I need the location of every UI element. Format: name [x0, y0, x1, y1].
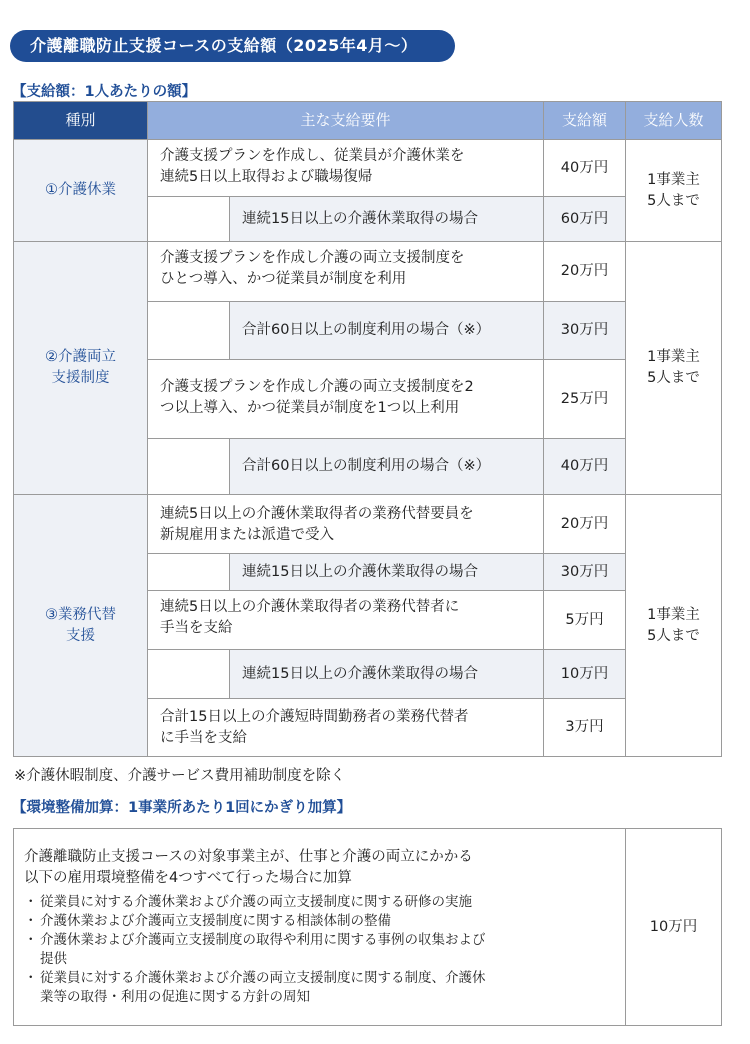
indent-spacer — [147, 196, 230, 242]
requirement-sub-cell: 合計60日以上の制度利用の場合（※） — [229, 301, 544, 360]
environment-bonus-table — [13, 828, 722, 1026]
amount-cell: 20万円 — [543, 241, 626, 302]
list-item: ・ 介護休業および介護両立支援制度の取得や利用に関する事例の収集および 提供 — [24, 931, 615, 969]
amount-cell: 20万円 — [543, 494, 626, 554]
requirement-cell: 合計15日以上の介護短時間勤務者の業務代替者 に手当を支給 — [147, 698, 544, 757]
requirement-cell: 連続5日以上の介護休業取得者の業務代替者に 手当を支給 — [147, 590, 544, 650]
requirement-cell: 介護支援プランを作成し介護の両立支援制度を2 つ以上導入、かつ従業員が制度を1つ以上利用 — [147, 359, 544, 439]
type-cell-care-support: ②介護両立 支援制度 — [13, 241, 148, 495]
requirement-cell: 連続5日以上の介護休業取得者の業務代替要員を 新規雇用または派遣で受入 — [147, 494, 544, 554]
header-type: 種別 — [13, 101, 148, 140]
environment-description: 介護離職防止支援コースの対象事業主が、仕事と介護の両立にかかる 以下の雇用環境整備を4つすべて行った場合に加算 — [24, 849, 473, 886]
list-item: ・ 従業員に対する介護休業および介護の両立支援制度に関する研修の実施 — [24, 893, 615, 912]
header-count: 支給人数 — [625, 101, 722, 140]
environment-amount-cell: 10万円 — [625, 828, 722, 1026]
requirement-cell: 介護支援プランを作成し介護の両立支援制度を ひとつ導入、かつ従業員が制度を利用 — [147, 241, 544, 302]
footnote: ※介護休暇制度、介護サービス費用補助制度を除く — [14, 768, 346, 784]
count-cell: 1事業主 5人まで — [625, 494, 722, 757]
type-cell-substitute-support: ③業務代替 支援 — [13, 494, 148, 757]
header-requirement: 主な支給要件 — [147, 101, 544, 140]
type-cell-care-leave: ①介護休業 — [13, 139, 148, 242]
requirement-sub-cell: 連続15日以上の介護休業取得の場合 — [229, 196, 544, 242]
amount-cell: 30万円 — [543, 301, 626, 360]
count-cell: 1事業主 5人まで — [625, 241, 722, 495]
list-item: ・ 従業員に対する介護休業および介護の両立支援制度に関する制度、介護休 業等の取得・利用の促進に関する方針の周知 — [24, 969, 615, 1007]
amount-cell: 25万円 — [543, 359, 626, 439]
requirement-sub-cell: 連続15日以上の介護休業取得の場合 — [229, 649, 544, 699]
requirement-sub-cell: 連続15日以上の介護休業取得の場合 — [229, 553, 544, 591]
amount-cell: 10万円 — [543, 649, 626, 699]
indent-spacer — [147, 553, 230, 591]
amount-cell: 5万円 — [543, 590, 626, 650]
header-amount: 支給額 — [543, 101, 626, 140]
indent-spacer — [147, 301, 230, 360]
indent-spacer — [147, 649, 230, 699]
environment-requirements-cell — [13, 828, 626, 1026]
amount-cell: 3万円 — [543, 698, 626, 757]
count-cell: 1事業主 5人まで — [625, 139, 722, 242]
section-label-environment: 【環境整備加算：1事業所あたり1回にかぎり加算】 — [12, 800, 352, 816]
requirement-sub-cell: 合計60日以上の制度利用の場合（※） — [229, 438, 544, 495]
amount-table — [13, 101, 722, 757]
amount-cell: 60万円 — [543, 196, 626, 242]
amount-cell: 30万円 — [543, 553, 626, 591]
page-title: 介護離職防止支援コースの支給額（2025年4月〜） — [10, 30, 455, 62]
requirement-cell: 介護支援プランを作成し、従業員が介護休業を 連続5日以上取得および職場復帰 — [147, 139, 544, 197]
list-item: ・ 介護休業および介護両立支援制度に関する相談体制の整備 — [24, 912, 615, 931]
indent-spacer — [147, 438, 230, 495]
amount-cell: 40万円 — [543, 438, 626, 495]
section-label-amount: 【支給額：1人あたりの額】 — [12, 84, 197, 100]
amount-cell: 40万円 — [543, 139, 626, 197]
environment-bullet-list — [24, 893, 615, 1007]
